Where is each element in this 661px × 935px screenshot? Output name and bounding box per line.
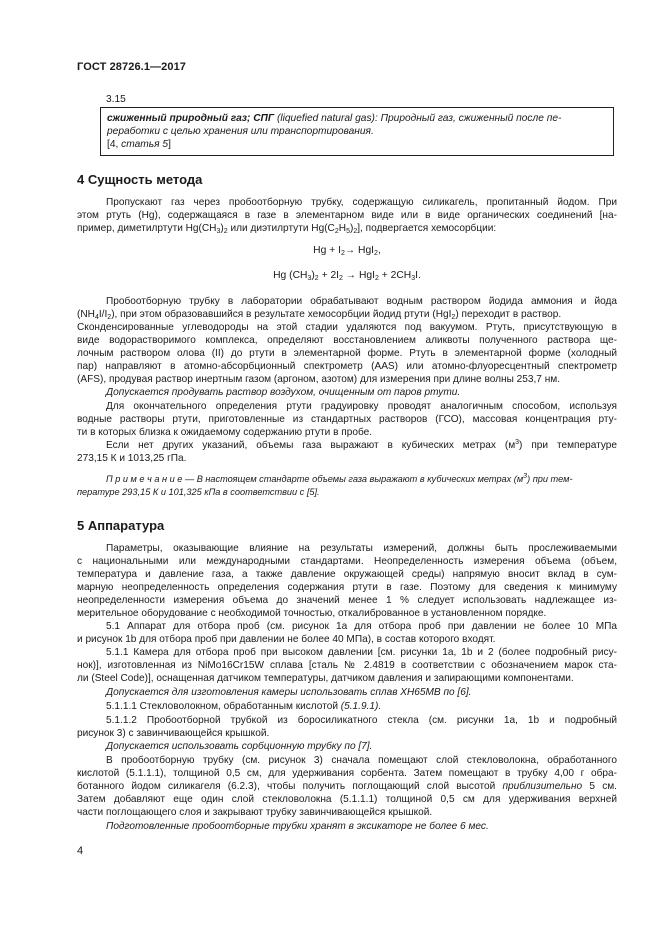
s4-p4-line2: водные растворы ртути, приготовленные из стандартных растворов (ГСО), массовая концентрация рту-	[77, 414, 617, 425]
s5-tube-line4: Затем добавляют еще один слой стекловолокна (5.1.1.1) толщиной 0,5 см для удерживания верхней	[77, 794, 617, 805]
s4-p2-line7: (AFS), продувая раствор инертным газом (аргоном, азотом) для измерения при длине волны 253,7 нм.	[77, 374, 561, 385]
s5-p1-line3: температура и давление газа, а также давление окружающей среды) напрямую вносит вклад в сум-	[77, 569, 617, 580]
s4-p3-italic: Допускается продувать раствор воздухом, очищенным от паров ртути.	[106, 387, 461, 398]
s5-511-italic: Допускается для изготовления камеры использовать сплав ХН65МВ по [6].	[106, 687, 472, 698]
s5-511-line3: ли (Steel Code)], оснащенная датчиком температуры, датчиком давления и запирающими компонентами.	[77, 673, 574, 684]
s4-p2-line1: Пробоотборную трубку в лаборатории обрабатывают водным раствором йодида аммония и йода	[106, 296, 617, 307]
section-4-title: 4 Сущность метода	[77, 172, 203, 187]
s5-last-italic: Подготовленные пробоотборные трубки хранят в эксикаторе не более 6 мес.	[106, 821, 489, 832]
s5-5112-italic: Допускается использовать сорбционную трубку по [7].	[106, 741, 373, 752]
s4-p5-line1: Если нет других указаний, объемы газа выражают в кубических метрах $(м^3)$ при температуре	[106, 439, 617, 451]
term-name: сжиженный природный газ; СПГ	[107, 113, 275, 124]
s5-tube-line1: В пробоотборную трубку (см. рисунок 3) сначала помещают слой стекловолокна, обработанного	[106, 755, 617, 766]
s4-p4-line3: ти в которых близка к ожидаемому содержанию ртути в пробе.	[77, 427, 373, 438]
s5-511-line1: 5.1.1 Камера для отбора проб при высоком давлении [см. рисунки 1a, 1b и 2 (более подробный рису-	[106, 647, 617, 658]
s5-5112-line2: рисунок 3) с завинчивающейся крышкой.	[77, 728, 270, 739]
equation-2: Hg $(CH_3)_2 + 2I_2 \to HgI_2 + 2CH_3I$.	[273, 270, 421, 282]
s4-p2-line4: виде водорастворимого комплекса, определяют восстановлением аликвоты полученного раствора ще-	[77, 335, 617, 346]
s4-p2-line6: пар) направляют в атомно-абсорбционный спектрометр (AAS) или атомно-флуоресцентный спектрометр	[77, 361, 617, 372]
s4-note-line1: П р и м е ч а н и е — В настоящем стандарте объемы газа выражают в кубических метрах $(м^3)$ при тем-	[106, 473, 573, 484]
s5-p1-line5: неопределенности измерения объема до значений менее 1 % следует использовать надлежащее из-	[77, 595, 617, 606]
term-number: 3.15	[106, 94, 126, 105]
equation-1: $Hg + I_2\to HgI_2$,	[313, 245, 381, 257]
s5-p1-line4: марную неопределенность определения содержания ртути в газе. Поэтому для сведения к минимуму	[77, 582, 617, 593]
s5-51-line2: и рисунок 1b для отбора проб при давлении не более 40 МПа), в состав которого входят.	[77, 634, 496, 645]
s5-p1-line1: Параметры, оказывающие влияние на результаты измерений, должны быть прослеживаемыми	[106, 543, 617, 554]
s5-p1-line2: с национальными или международными стандартами. Неопределенность измерения объема (объем,	[77, 556, 617, 567]
s5-tube-line5: части поглощающего слоя и закрывают трубку завинчивающейся крышкой.	[77, 807, 433, 818]
term-reference: [4, статья 5]	[107, 139, 171, 150]
s4-p2-line3: Сконденсированные углеводороды на этой стадии удаляются под вакуумом. Ртуть, присутствующую в	[77, 322, 617, 333]
term-line-2: реработки с целью хранения или транспортирования.	[107, 126, 374, 137]
s4-p2-line2: $(NH_4I/I_2)$, при этом образовавшийся в результате хемосорбции йодид ртути (HgI$_2$) переходит в раствор.	[77, 309, 562, 321]
s5-5112-line1: 5.1.1.2 Пробоотборной трубкой из боросиликатного стекла (см. рисунки 1a, 1b и подробный	[106, 715, 617, 726]
s4-p5-line2: 273,15 К и 1013,25 гПа.	[77, 453, 187, 464]
s4-p4-line1: Для окончательного определения ртути градуировку проводят аналогичным способом, используя	[106, 401, 617, 412]
s4-p1-line1: Пропускают газ через пробоотборную трубку, содержащую силикагель, пропитанный йодом. При	[106, 197, 617, 208]
s5-tube-line3: ботанного йодом силикагеля (6.2.3), чтобы получить поглощающий слой высотой приблизительно 5 см.	[77, 781, 617, 792]
s4-p1-line3: пример, диметилртути $Hg(CH_3)_2$ или диэтилртути $Hg(C_2H_5)_2$], подвергается хемосорбции:	[77, 223, 497, 235]
term-line-1: сжиженный природный газ; СПГ (liquefied natural gas): Природный газ, сжиженный после пе-	[107, 113, 562, 124]
s4-note-line2: пературе 293,15 К и 101,325 кПа в соответствии с [5].	[77, 487, 320, 497]
page-number: 4	[77, 845, 84, 857]
section-5-title: 5 Аппаратура	[77, 518, 165, 533]
term-definition-box	[100, 107, 614, 156]
document-header: ГОСТ 28726.1—2017	[77, 61, 187, 73]
s5-p1-line6: мерительное оборудование с необходимой точностью, откалиброванное в установленном порядке.	[77, 608, 547, 619]
s4-p1-line2: этом ртуть (Hg), содержащаяся в газе в элементарном виде или в виде органических соединений [на-	[77, 210, 617, 221]
s5-51-line1: 5.1 Аппарат для отбора проб (см. рисунок 1a для отбора проб при давлении не более 10 МПа	[106, 621, 617, 632]
s5-5111-line: 5.1.1.1 Стекловолокном, обработанным кислотой (5.1.9.1).	[106, 701, 382, 712]
s5-511-line2: нок)], изготовленная из NiMo16Cr15W сплава [сталь № 2.4819 в соответствии с обозначением марок ста-	[77, 660, 617, 671]
s4-p2-line5: лочным раствором олова (II) до ртути в элементарной форме. Ртуть в элементарной форме (холодный	[77, 348, 617, 359]
s5-tube-line2: кислотой (5.1.1.1), толщиной 0,5 см, для удерживания сорбента. Затем помещают в трубку 4,00 г обра-	[77, 768, 617, 779]
